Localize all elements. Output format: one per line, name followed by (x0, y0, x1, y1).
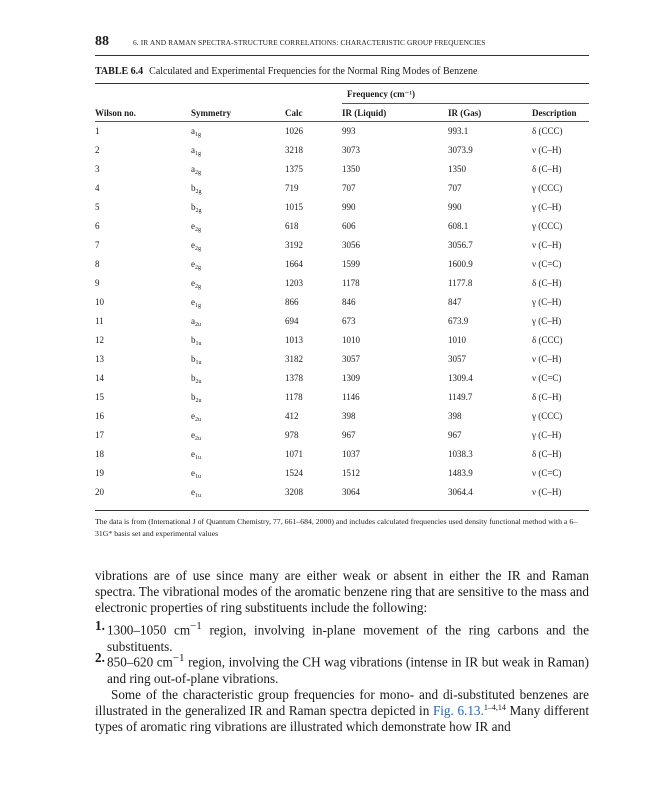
cell-ir-liquid: 1350 (342, 164, 360, 174)
table-row (0, 411, 648, 430)
cell-description: γ (C–H) (532, 430, 562, 440)
table-row (0, 430, 648, 449)
paragraph-2-text-b: Many different types of aromatic ring vibrations are illustrated which demonstrate how IR and (95, 703, 589, 735)
symmetry-base: e (191, 449, 195, 459)
symmetry-base: a (191, 145, 195, 155)
cell-calc: 978 (285, 430, 299, 440)
cell-wilson-no: 7 (95, 240, 100, 250)
cell-symmetry (191, 297, 201, 309)
cell-wilson-no: 14 (95, 373, 104, 383)
cell-description: δ (C–H) (532, 392, 562, 402)
cell-ir-gas: 1010 (448, 335, 466, 345)
cell-ir-gas: 3057 (448, 354, 466, 364)
symmetry-base: b (191, 373, 196, 383)
cell-ir-liquid: 1309 (342, 373, 360, 383)
symmetry-subscript: 1u (195, 474, 201, 480)
cell-wilson-no: 4 (95, 183, 100, 193)
symmetry-subscript: 2g (195, 227, 201, 233)
cell-description: δ (C–H) (532, 449, 562, 459)
table-footnote: The data is from (International J of Quantum Chemistry, 77, 661–684, 2000) and includes calculated frequencies used density functional method with a 6–31G* basis set and experimental values (95, 517, 578, 538)
cell-calc: 1026 (285, 126, 303, 136)
symmetry-subscript: 1u (195, 341, 202, 347)
symmetry-base: e (191, 430, 195, 440)
cell-wilson-no: 6 (95, 221, 100, 231)
cell-symmetry (191, 316, 201, 328)
cell-ir-gas: 1038.3 (448, 449, 473, 459)
cell-ir-liquid: 606 (342, 221, 356, 231)
table-header-rule (95, 121, 589, 122)
list-item-1-text-b: region, involving in-plane movement of the ring carbons and the substituents. (107, 622, 589, 654)
table-row (0, 392, 648, 411)
cell-description: ν (C=C) (532, 259, 562, 269)
cell-calc: 1524 (285, 468, 303, 478)
cell-description: γ (CCC) (532, 411, 563, 421)
cell-wilson-no: 9 (95, 278, 100, 288)
cell-ir-gas: 1350 (448, 164, 466, 174)
symmetry-subscript: 1g (195, 132, 201, 138)
cell-ir-liquid: 990 (342, 202, 356, 212)
symmetry-base: e (191, 487, 195, 497)
cell-calc: 1013 (285, 335, 303, 345)
cell-wilson-no: 16 (95, 411, 104, 421)
cell-ir-gas: 993.1 (448, 126, 469, 136)
symmetry-subscript: 1g (195, 151, 201, 157)
frequency-group-header: Frequency (cm⁻¹) (347, 89, 416, 99)
cell-symmetry (191, 278, 201, 290)
symmetry-subscript: 2g (195, 284, 201, 290)
cell-ir-gas: 990 (448, 202, 462, 212)
cell-ir-liquid: 3064 (342, 487, 360, 497)
cell-wilson-no: 19 (95, 468, 104, 478)
table-row (0, 145, 648, 164)
cell-ir-liquid: 707 (342, 183, 356, 193)
cell-description: δ (CCC) (532, 335, 563, 345)
symmetry-base: e (191, 259, 195, 269)
cell-wilson-no: 2 (95, 145, 100, 155)
cell-symmetry (191, 335, 202, 347)
symmetry-subscript: 2u (195, 398, 202, 404)
symmetry-base: a (191, 126, 195, 136)
cell-calc: 412 (285, 411, 299, 421)
table-row (0, 468, 648, 487)
cell-ir-gas: 3064.4 (448, 487, 473, 497)
cell-ir-liquid: 967 (342, 430, 356, 440)
symmetry-base: a (191, 316, 195, 326)
cell-ir-gas: 1177.8 (448, 278, 473, 288)
header-divider (95, 55, 589, 56)
cell-calc: 694 (285, 316, 299, 326)
symmetry-base: b (191, 183, 196, 193)
cell-description: δ (C–H) (532, 164, 562, 174)
cell-wilson-no: 17 (95, 430, 104, 440)
col-header-ir-gas: IR (Gas) (448, 108, 482, 118)
cell-symmetry (191, 430, 201, 442)
table-row (0, 202, 648, 221)
symmetry-subscript: 2u (195, 322, 201, 328)
cell-ir-liquid: 673 (342, 316, 356, 326)
symmetry-subscript: 1u (195, 455, 201, 461)
cell-symmetry (191, 202, 202, 214)
cell-ir-liquid: 846 (342, 297, 356, 307)
cell-ir-liquid: 3073 (342, 145, 360, 155)
col-header-wilson: Wilson no. (95, 108, 136, 118)
list-item-2-text-a: 850–620 cm (107, 654, 173, 670)
symmetry-base: b (191, 354, 196, 364)
table-label: TABLE 6.4 (95, 66, 144, 77)
table-row (0, 449, 648, 468)
table-row (0, 316, 648, 335)
table-row (0, 278, 648, 297)
col-header-description: Description (532, 108, 577, 118)
cell-calc: 1178 (285, 392, 303, 402)
cell-ir-gas: 1483.9 (448, 468, 473, 478)
cell-description: δ (CCC) (532, 126, 563, 136)
symmetry-subscript: 2u (195, 417, 201, 423)
cell-ir-gas: 1309.4 (448, 373, 473, 383)
cell-ir-liquid: 1037 (342, 449, 360, 459)
cell-wilson-no: 20 (95, 487, 104, 497)
symmetry-subscript: 1g (195, 303, 201, 309)
symmetry-subscript: 1u (195, 360, 202, 366)
cell-calc: 3218 (285, 145, 303, 155)
cell-ir-liquid: 1512 (342, 468, 360, 478)
symmetry-base: e (191, 278, 195, 288)
cell-wilson-no: 18 (95, 449, 104, 459)
table-row (0, 259, 648, 278)
cell-ir-liquid: 1599 (342, 259, 360, 269)
symmetry-subscript: 2g (195, 246, 201, 252)
list-item-2-text (107, 650, 589, 687)
cell-symmetry (191, 145, 201, 157)
cell-ir-gas: 3056.7 (448, 240, 473, 250)
cell-calc: 1375 (285, 164, 303, 174)
cell-ir-liquid: 1010 (342, 335, 360, 345)
symmetry-subscript: 2g (195, 208, 202, 214)
figure-link[interactable]: Fig. 6.13. (432, 703, 484, 719)
table-row (0, 297, 648, 316)
cell-symmetry (191, 449, 201, 461)
cell-calc: 3192 (285, 240, 303, 250)
cell-description: γ (C–H) (532, 202, 562, 212)
table-row (0, 126, 648, 145)
cell-ir-gas: 3073.9 (448, 145, 473, 155)
table-caption (95, 66, 477, 77)
cell-wilson-no: 11 (95, 316, 104, 326)
list-item-2-text-b: region, involving the CH wag vibrations (intense in IR but weak in Raman) and ring out-of-plane vibrations. (107, 654, 589, 686)
list-item-2 (95, 650, 589, 687)
cell-wilson-no: 12 (95, 335, 104, 345)
cell-symmetry (191, 468, 201, 480)
cell-symmetry (191, 354, 202, 366)
cell-wilson-no: 5 (95, 202, 100, 212)
cell-wilson-no: 8 (95, 259, 100, 269)
symmetry-base: e (191, 297, 195, 307)
cell-calc: 3182 (285, 354, 303, 364)
list-item-2-number: 2. (95, 650, 105, 665)
paragraph-2 (95, 687, 589, 736)
cell-description: ν (C=C) (532, 373, 562, 383)
cell-symmetry (191, 126, 201, 138)
cell-description: ν (C=C) (532, 468, 562, 478)
table-top-rule (95, 83, 589, 84)
cell-calc: 866 (285, 297, 299, 307)
symmetry-subscript: 2g (195, 265, 201, 271)
table-row (0, 221, 648, 240)
cell-ir-gas: 707 (448, 183, 462, 193)
table-row (0, 335, 648, 354)
cell-ir-gas: 1149.7 (448, 392, 473, 402)
table-title: Calculated and Experimental Frequencies for the Normal Ring Modes of Benzene (149, 66, 478, 77)
cell-symmetry (191, 183, 202, 195)
frequency-group-rule (342, 103, 589, 104)
paragraph-2-text-a: Some of the characteristic group frequencies for mono- and di-substituted benzenes are illustrated in the generalized IR and Raman spectra depicted in (95, 687, 589, 719)
cell-symmetry (191, 411, 201, 423)
col-header-symmetry: Symmetry (191, 108, 231, 118)
list-item-2-sup: −1 (172, 652, 185, 664)
symmetry-subscript: 1u (195, 493, 201, 499)
symmetry-subscript: 2g (195, 170, 201, 176)
cell-calc: 1664 (285, 259, 303, 269)
cell-description: γ (CCC) (532, 221, 563, 231)
cell-ir-liquid: 993 (342, 126, 356, 136)
table-row (0, 373, 648, 392)
cell-description: γ (C–H) (532, 297, 562, 307)
cell-description: ν (C–H) (532, 354, 562, 364)
cell-ir-gas: 608.1 (448, 221, 469, 231)
cell-symmetry (191, 259, 201, 271)
table-row (0, 240, 648, 259)
symmetry-base: b (191, 335, 196, 345)
cell-description: δ (C–H) (532, 278, 562, 288)
running-title: 6. IR AND RAMAN SPECTRA-STRUCTURE CORRELATIONS: CHARACTERISTIC GROUP FREQUENCIES (133, 38, 486, 47)
symmetry-base: b (191, 392, 196, 402)
cell-ir-liquid: 1178 (342, 278, 360, 288)
cell-symmetry (191, 487, 201, 499)
cell-wilson-no: 15 (95, 392, 104, 402)
cell-symmetry (191, 392, 202, 404)
cell-ir-liquid: 1146 (342, 392, 360, 402)
symmetry-base: e (191, 468, 195, 478)
table-row (0, 487, 648, 506)
col-header-calc: Calc (285, 108, 303, 118)
cell-ir-gas: 847 (448, 297, 462, 307)
symmetry-subscript: 2u (195, 379, 202, 385)
cell-symmetry (191, 221, 201, 233)
table-row (0, 354, 648, 373)
cell-description: ν (C–H) (532, 487, 562, 497)
page-number: 88 (95, 34, 109, 49)
cell-symmetry (191, 373, 202, 385)
paragraph-1: vibrations are of use since many are either weak or absent in either the IR and Raman spectra. The vibrational modes of the aromatic benzene ring that are sensitive to the mass and electronic properties of ring substituents include the following: (95, 568, 589, 616)
symmetry-base: e (191, 240, 195, 250)
col-header-ir-liquid: IR (Liquid) (342, 108, 387, 118)
symmetry-subscript: 2g (195, 189, 202, 195)
cell-wilson-no: 13 (95, 354, 104, 364)
cell-description: γ (C–H) (532, 316, 562, 326)
cell-wilson-no: 10 (95, 297, 104, 307)
cell-ir-liquid: 3056 (342, 240, 360, 250)
cell-symmetry (191, 240, 201, 252)
cell-calc: 1203 (285, 278, 303, 288)
cell-symmetry (191, 164, 201, 176)
symmetry-base: a (191, 164, 195, 174)
cell-calc: 618 (285, 221, 299, 231)
cell-calc: 719 (285, 183, 299, 193)
cell-ir-liquid: 3057 (342, 354, 360, 364)
list-item-1-sup: −1 (190, 620, 202, 632)
table-row (0, 183, 648, 202)
cell-wilson-no: 3 (95, 164, 100, 174)
cell-ir-liquid: 398 (342, 411, 356, 421)
list-item-1-number: 1. (95, 618, 105, 633)
symmetry-base: e (191, 411, 195, 421)
cell-ir-gas: 398 (448, 411, 462, 421)
symmetry-base: e (191, 221, 195, 231)
cell-ir-gas: 967 (448, 430, 462, 440)
cell-calc: 1378 (285, 373, 303, 383)
symmetry-subscript: 2u (195, 436, 201, 442)
list-item-1-text-a: 1300–1050 cm (107, 622, 191, 638)
symmetry-base: b (191, 202, 196, 212)
cell-ir-gas: 673.9 (448, 316, 469, 326)
cell-wilson-no: 1 (95, 126, 100, 136)
cell-calc: 1015 (285, 202, 303, 212)
cell-ir-gas: 1600.9 (448, 259, 473, 269)
citation-sup: 1–4,14 (483, 703, 506, 713)
cell-description: γ (CCC) (532, 183, 563, 193)
cell-description: ν (C–H) (532, 240, 562, 250)
cell-calc: 3208 (285, 487, 303, 497)
cell-calc: 1071 (285, 449, 303, 459)
table-row (0, 164, 648, 183)
cell-description: ν (C–H) (532, 145, 562, 155)
table-bottom-rule (95, 510, 589, 511)
